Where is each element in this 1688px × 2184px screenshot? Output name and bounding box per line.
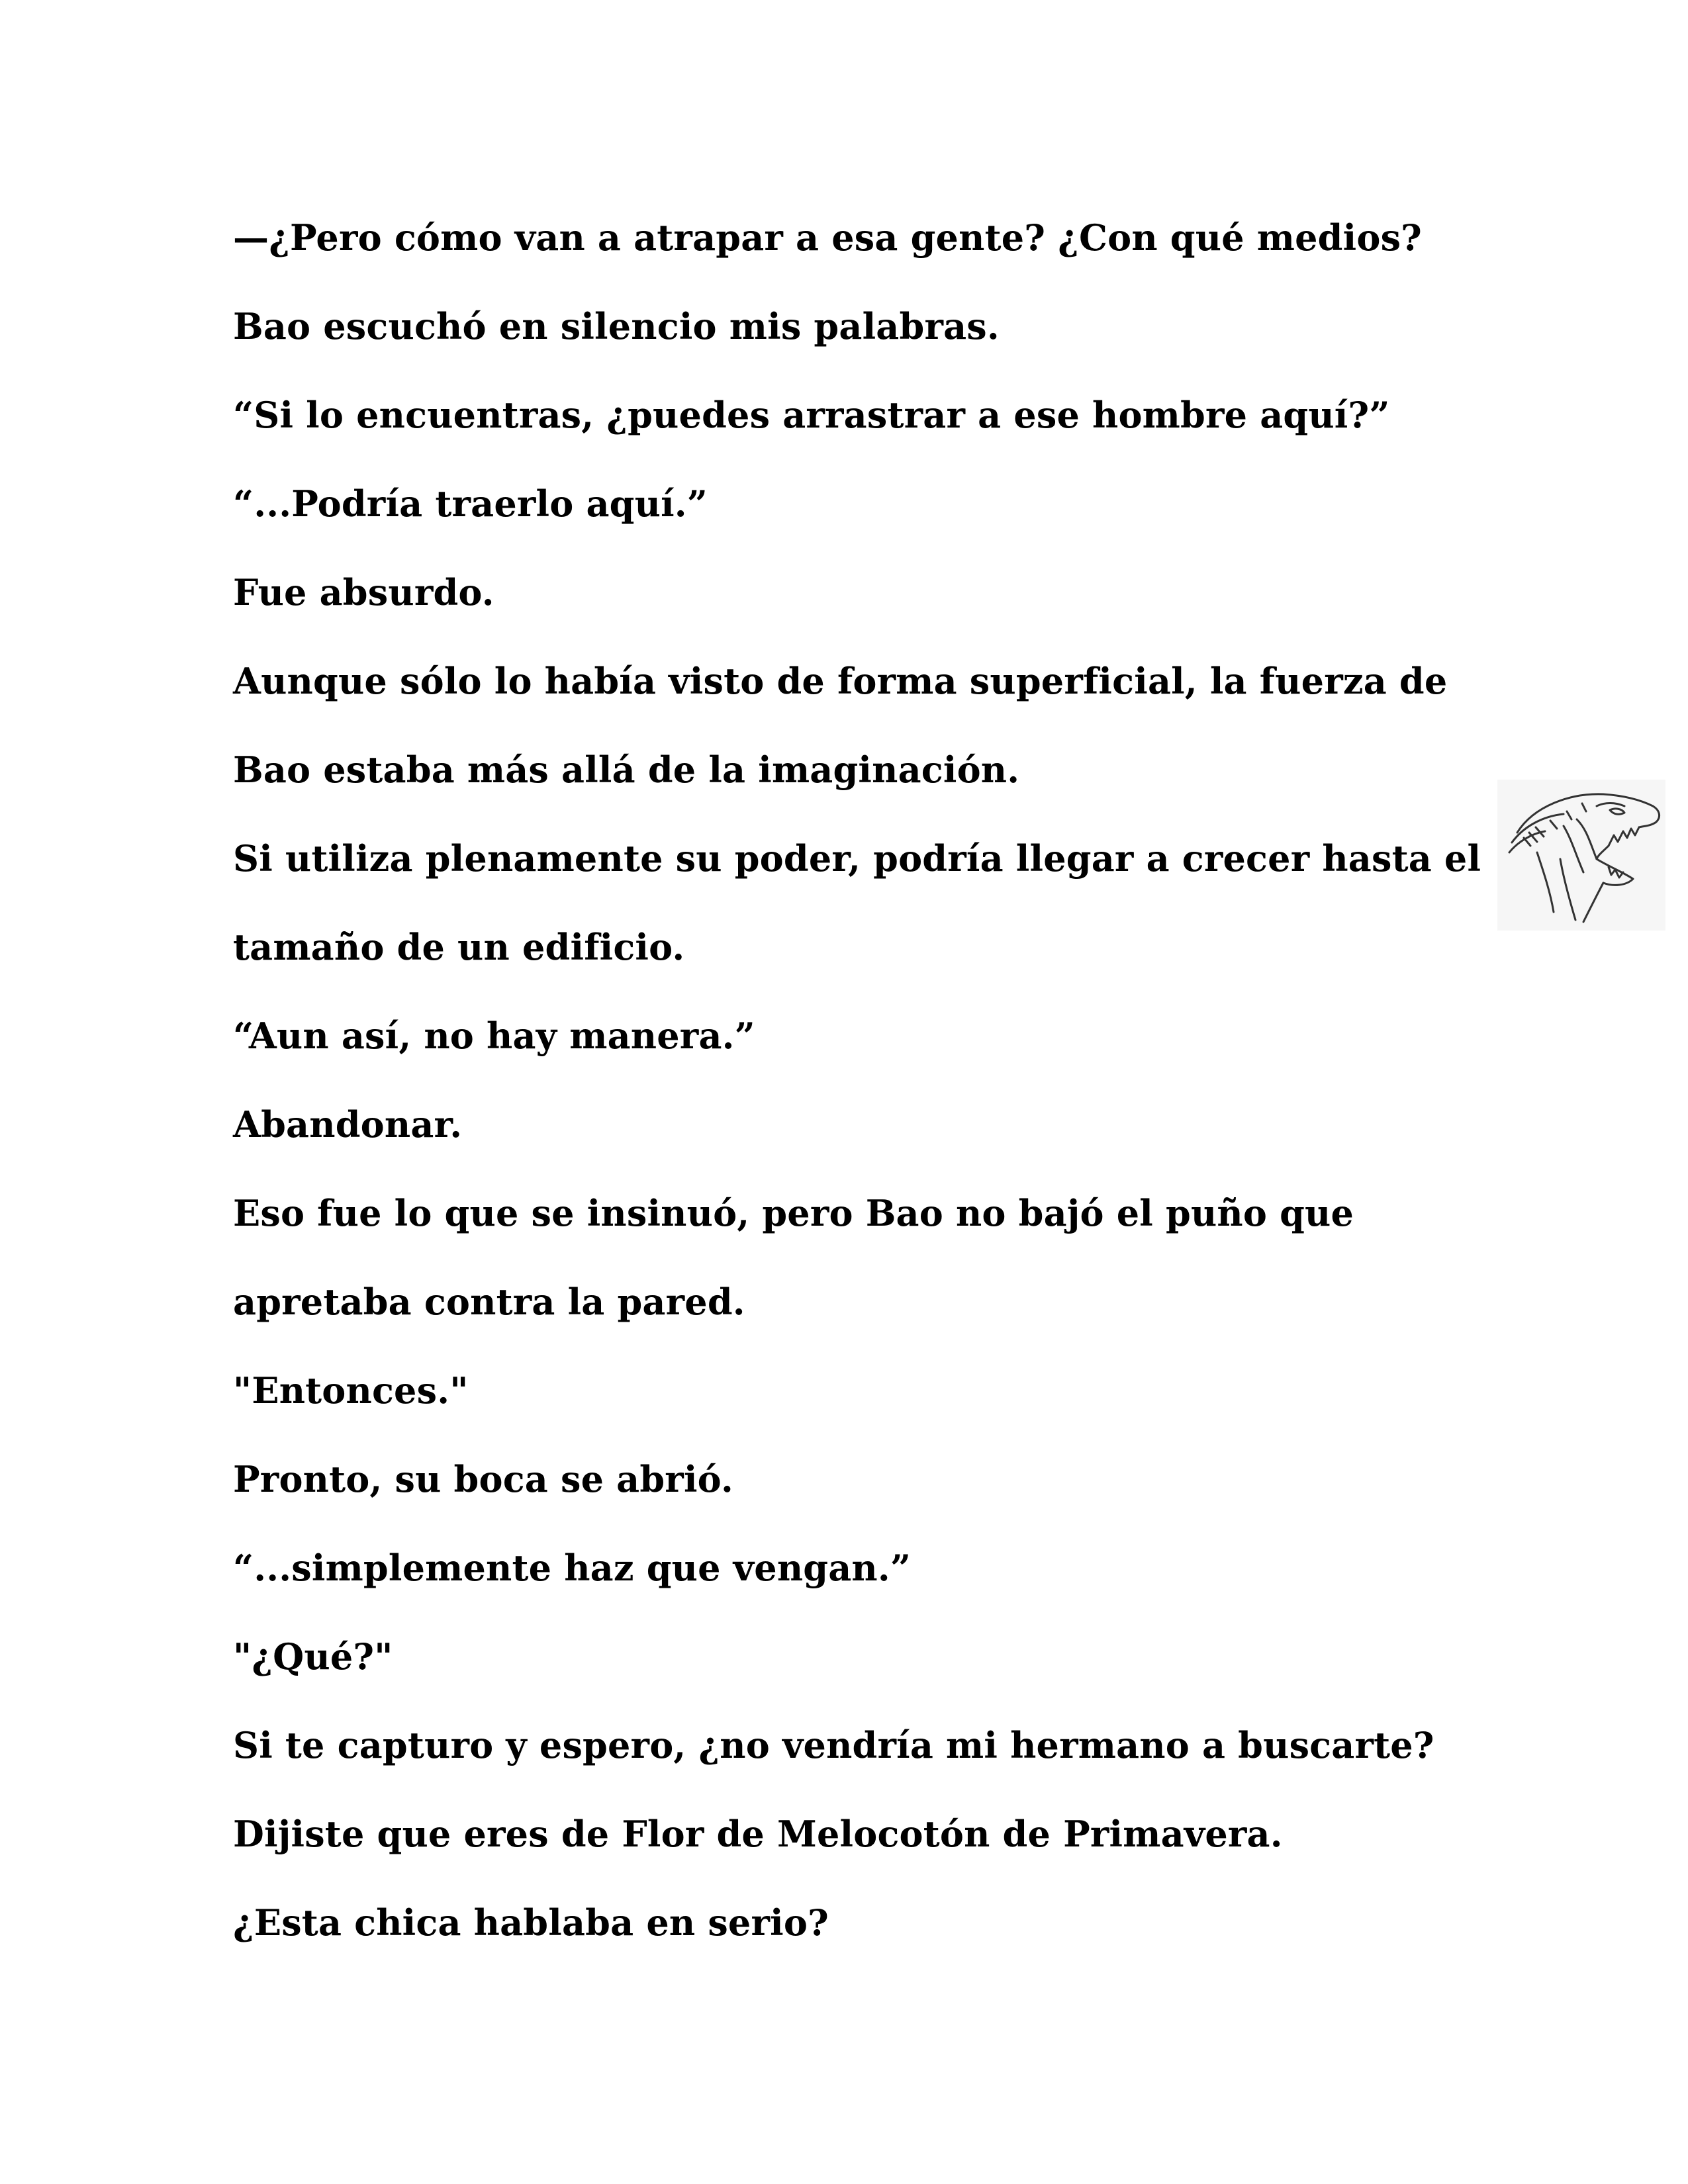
paragraph-line: Fue absurdo. [233, 571, 494, 614]
paragraph-line: Eso fue lo que se insinuó, pero Bao no bajó el puño que [233, 1192, 1354, 1234]
paragraph-line: —¿Pero cómo van a atrapar a esa gente? ¿Con qué medios? [233, 216, 1423, 259]
paragraph-line: “Si lo encuentras, ¿puedes arrastrar a ese hombre aquí?” [233, 394, 1390, 436]
paragraph-line: Bao estaba más allá de la imaginación. [233, 749, 1020, 791]
paragraph-line: Pronto, su boca se abrió. [233, 1458, 733, 1500]
dinosaur-head-sketch-icon [1497, 780, 1665, 931]
paragraph-line: Si te capturo y espero, ¿no vendría mi hermano a buscarte? [233, 1724, 1434, 1766]
story-text [233, 193, 1481, 1967]
paragraph-line: “...Podría traerlo aquí.” [233, 482, 708, 525]
paragraph-line: Abandonar. [233, 1103, 463, 1146]
paragraph-line: ¿Esta chica hablaba en serio? [233, 1901, 829, 1944]
paragraph-line: tamaño de un edificio. [233, 926, 685, 968]
paragraph-line: Dijiste que eres de Flor de Melocotón de Primavera. [233, 1813, 1283, 1855]
paragraph-line: "¿Qué?" [233, 1635, 393, 1678]
paragraph-line: Aunque sólo lo había visto de forma superficial, la fuerza de [233, 660, 1448, 702]
paragraph-line: apretaba contra la pared. [233, 1281, 745, 1323]
paragraph-line: “...simplemente haz que vengan.” [233, 1547, 912, 1589]
paragraph-line: Si utiliza plenamente su poder, podría llegar a crecer hasta el [233, 837, 1481, 880]
paragraph-line: “Aun así, no hay manera.” [233, 1015, 755, 1057]
paragraph-line: Bao escuchó en silencio mis palabras. [233, 305, 1000, 347]
paragraph-line: "Entonces." [233, 1369, 469, 1412]
